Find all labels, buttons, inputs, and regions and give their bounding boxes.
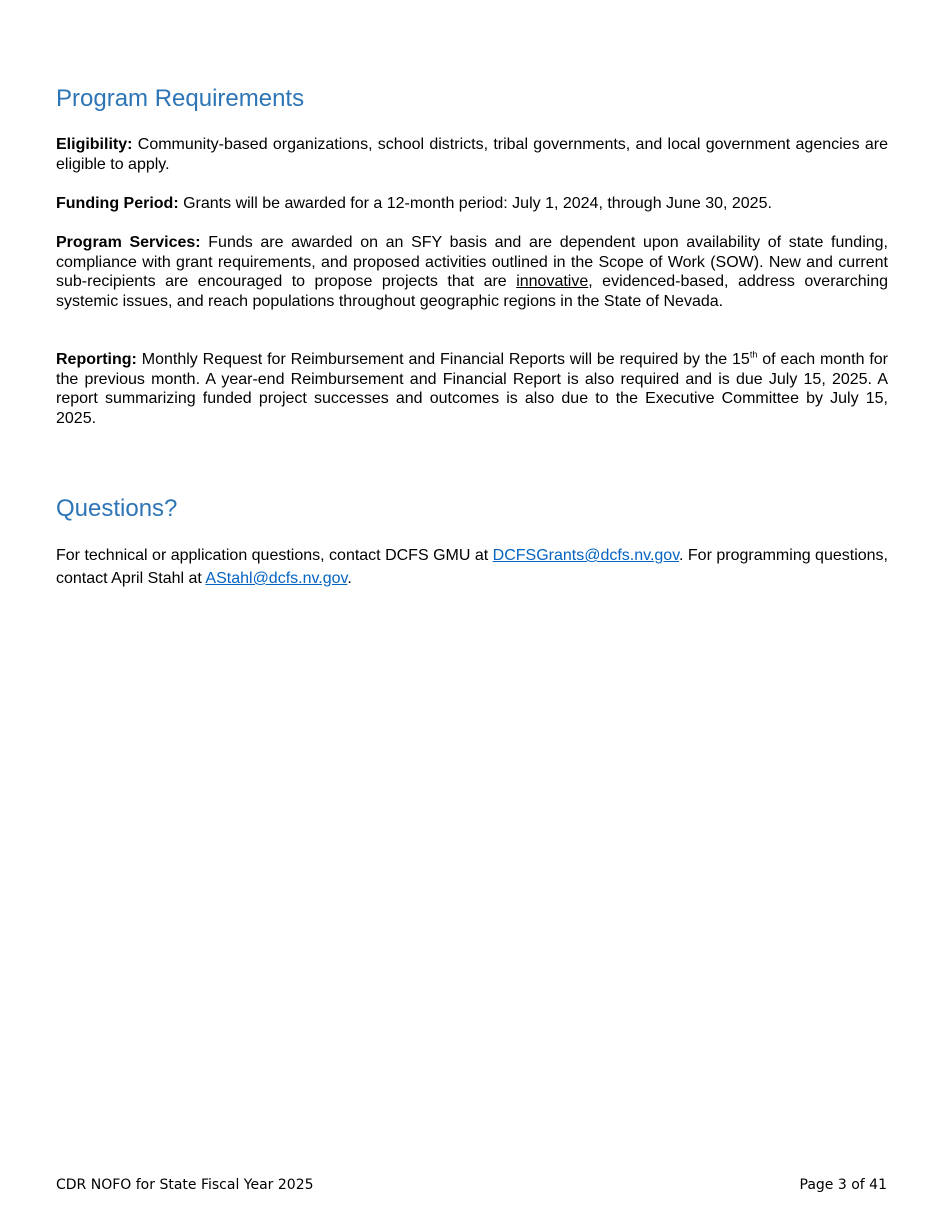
- questions-text-1: For technical or application questions, contact DCFS GMU at: [56, 547, 493, 564]
- program-services-text-end: , evidenced-based, address overarching systemic issues, and reach populations throughout geographic regions in the State of Nevada.: [56, 273, 888, 310]
- reporting-text-end: of each month for the previous month. A year-end Reimbursement and Financial Report is also required and is due July 15, 2025. A report summarizing funded project successes and outcomes is also due to the Executive Committee by July 15, 2025.: [56, 351, 889, 427]
- questions-text-3: .: [347, 570, 352, 587]
- funding-period-label: Funding Period:: [56, 195, 179, 212]
- program-services-label: Program Services:: [56, 234, 201, 251]
- reporting-text: Monthly Request for Reimbursement and Financial Reports will be required by the 15: [141, 351, 750, 368]
- eligibility-text: Community-based organizations, school districts, tribal governments, and local government agencies are eligible to apply.: [56, 136, 889, 173]
- program-services-text: Funds are awarded on an SFY basis and are dependent upon availability of state funding, compliance with grant requirements, and proposed activities outlined in the Scope of Work (SOW). New and current sub-recipients are encouraged to propose projects that are: [56, 234, 888, 290]
- heading-questions: Questions?: [56, 495, 178, 522]
- funding-period-text: Grants will be awarded for a 12-month period: July 1, 2024, through June 30, 2025.: [183, 195, 772, 212]
- page-footer: [56, 1177, 887, 1193]
- astahl-email-link[interactable]: AStahl@dcfs.nv.gov: [205, 570, 348, 587]
- reporting-paragraph: [56, 350, 888, 428]
- innovative-underlined: innovative: [516, 273, 589, 290]
- questions-text-2: . For programming questions, contact April Stahl at: [56, 547, 888, 587]
- heading-program-requirements: Program Requirements: [56, 85, 305, 112]
- footer-document-title: CDR NOFO for State Fiscal Year 2025: [56, 1177, 314, 1193]
- eligibility-paragraph: [56, 135, 888, 174]
- funding-period-paragraph: [56, 194, 888, 214]
- dcfs-grants-email-link[interactable]: DCFSGrants@dcfs.nv.gov: [492, 547, 680, 564]
- program-services-paragraph: [56, 233, 888, 311]
- ordinal-superscript: th: [749, 349, 758, 360]
- eligibility-label: Eligibility:: [56, 136, 133, 153]
- footer-page-number: Page 3 of 41: [799, 1177, 887, 1193]
- questions-paragraph: [56, 544, 888, 590]
- reporting-label: Reporting:: [56, 351, 137, 368]
